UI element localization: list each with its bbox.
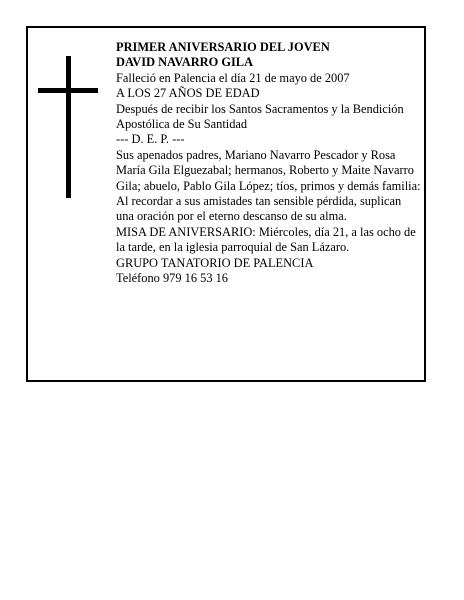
notice-heading-line1: PRIMER ANIVERSARIO DEL JOVEN [116,40,330,54]
cross-horizontal-bar [38,88,98,93]
rip-text: --- D. E. P. --- [116,132,185,147]
prayer-request-text: Al recordar a sus amistades tan sensible pérdida, suplican una oración por el eterno descanso de su alma. [116,194,402,224]
death-info: Falleció en Palencia el día 21 de mayo de 2007 [116,70,350,85]
obituary-notice [26,26,426,382]
notice-text [116,40,422,287]
mass-info-text: MISA DE ANIVERSARIO: Miércoles, día 21, a las ocho de la tarde, en la iglesia parroquial de San Lázaro. [116,224,416,255]
sacraments-text: Después de recibir los Santos Sacramentos y la Bendición Apostólica de Su Santidad [116,101,404,132]
funeral-home-phone: Teléfono 979 16 53 16 [116,271,229,286]
funeral-home-name: GRUPO TANATORIO DE PALENCIA [116,255,314,270]
family-text: Sus apenados padres, Mariano Navarro Pescador y Rosa María Gila Elguezabal; hermanos, Roberto y Maite Navarro Gila; abuelo, Pablo Gila López; tíos, primos y demás familia: [116,147,421,193]
age-info: A LOS 27 AÑOS DE EDAD [116,86,260,101]
cross-icon [38,56,98,198]
cross-vertical-bar [66,56,71,198]
notice-heading-line2: DAVID NAVARRO GILA [116,55,254,70]
